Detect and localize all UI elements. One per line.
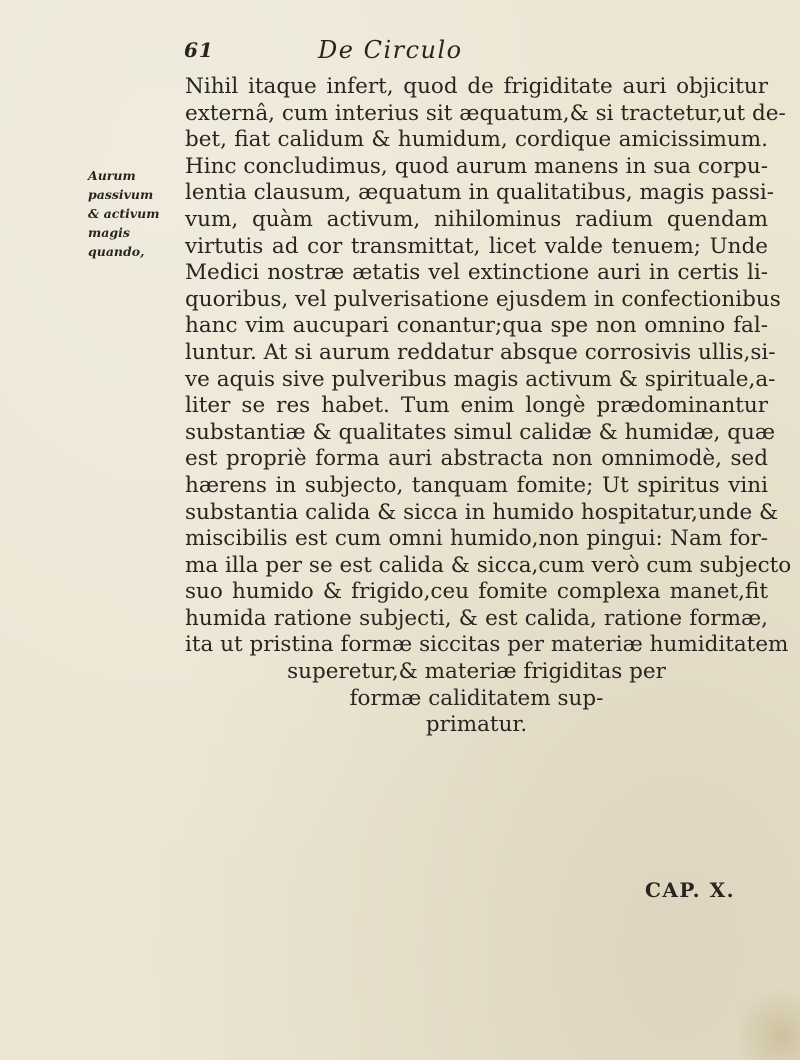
text-line: substantiæ & qualitates simul calidæ & humidæ, quæ bbox=[185, 419, 776, 445]
text-line: superetur,& materiæ frigiditas per bbox=[287, 659, 666, 685]
text-line: hanc vim aucupari conantur;qua spe non omnino fal- bbox=[185, 313, 768, 339]
text-line: externâ, cum interius sit æquatum,& si tractetur,ut de- bbox=[185, 100, 786, 126]
text-line: quoribus, vel pulverisatione ejusdem in confectionibus bbox=[185, 286, 781, 312]
marginal-note-line: passivum bbox=[88, 187, 154, 202]
text-line: Nihil itaque infert, quod de frigiditate auri objicitur bbox=[185, 74, 768, 99]
text-line: ma illa per se est calida & sicca,cum verò cum subjecto bbox=[185, 552, 792, 578]
text-line: virtutis ad cor transmittat, licet valde tenuem; Unde bbox=[185, 233, 768, 259]
text-line: ve aquis sive pulveribus magis activum & spirituale,a- bbox=[185, 366, 776, 392]
page-number: 61 bbox=[184, 38, 214, 62]
text-line: liter se res habet. Tum enim longè prædominantur bbox=[185, 393, 768, 419]
text-line: lentia clausum, æquatum in qualitatibus, magis passi- bbox=[185, 180, 775, 206]
text-line: miscibilis est cum omni humido,non pingui: Nam for- bbox=[185, 526, 768, 552]
marginal-note bbox=[88, 166, 183, 261]
text-line: Hinc concludimus, quod aurum manens in sua corpu- bbox=[185, 153, 768, 179]
text-line: humida ratione subjecti, & est calida, ratione formæ, bbox=[185, 605, 768, 631]
text-line: substantia calida & sicca in humido hospitatur,unde & bbox=[185, 499, 779, 525]
text-line: formæ caliditatem sup- bbox=[349, 685, 604, 711]
text-line: hærens in subjecto, tanquam fomite; Ut spiritus vini bbox=[185, 472, 768, 498]
text-line: bet, fiat calidum & humidum, cordique amicissimum. bbox=[185, 127, 768, 153]
text-line: vum, quàm activum, nihilominus radium quendam bbox=[185, 206, 768, 232]
text-line: suo humido & frigido,ceu fomite complexa manet,fit bbox=[185, 579, 768, 605]
text-line: luntur. At si aurum reddatur absque corrosivis ullis,si- bbox=[185, 339, 776, 365]
marginal-note-line: & activum bbox=[88, 206, 160, 221]
body-text bbox=[185, 74, 792, 739]
text-line: est propriè forma auri abstracta non omnimodè, sed bbox=[185, 446, 768, 472]
paper-stain bbox=[740, 980, 800, 1060]
text-line: primatur. bbox=[425, 712, 528, 738]
marginal-note-line: quando, bbox=[88, 244, 145, 259]
text-line: ita ut pristina formæ siccitas per materiæ humiditatem bbox=[185, 632, 789, 658]
marginal-note-line: Aurum bbox=[88, 168, 136, 183]
running-title: De Circulo bbox=[318, 36, 463, 64]
page-header bbox=[0, 30, 800, 70]
marginal-note-line: magis bbox=[88, 225, 130, 240]
catchword: CAP. X. bbox=[645, 878, 736, 902]
text-line: Medici nostræ ætatis vel extinctione auri in certis li- bbox=[185, 260, 768, 286]
